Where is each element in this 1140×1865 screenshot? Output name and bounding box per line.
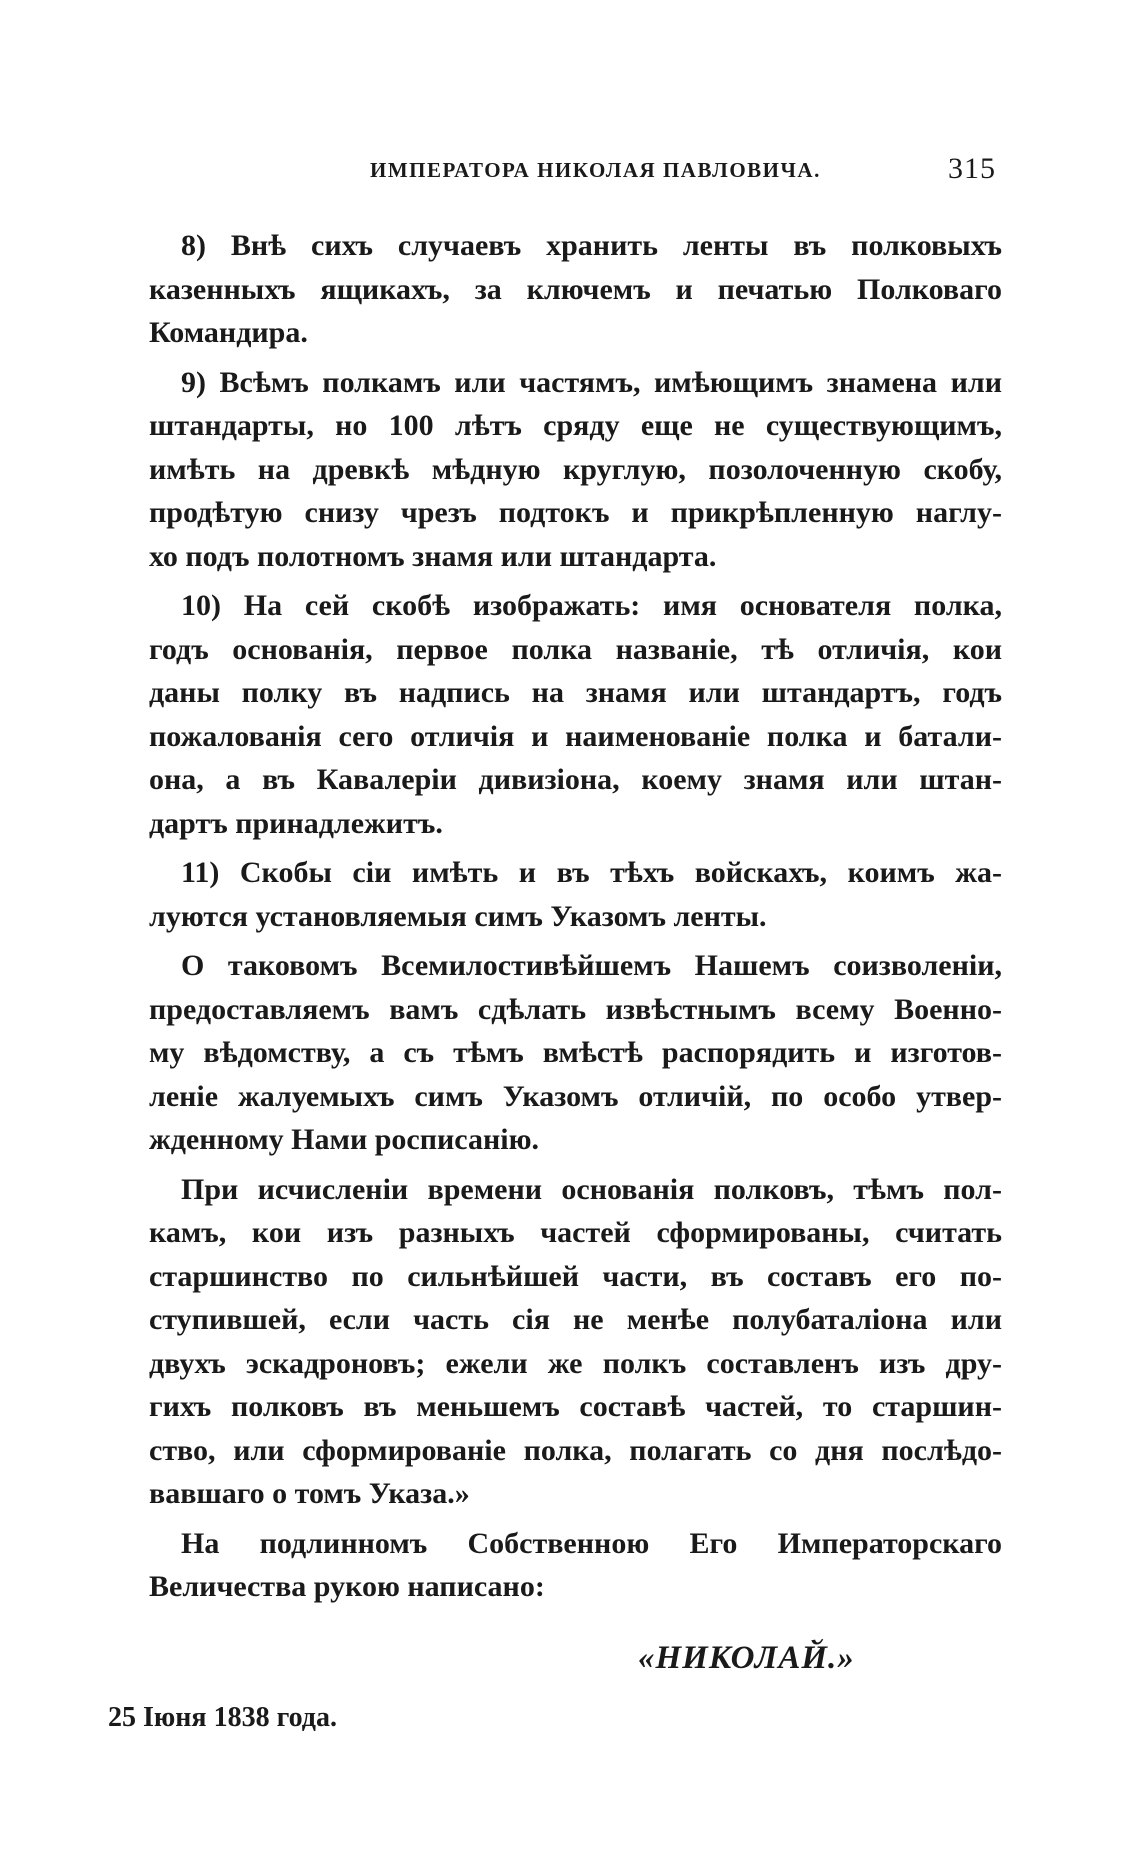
- text-line: 9) Всѣмъ полкамъ или частямъ, имѣющимъ знамена или: [181, 365, 1002, 399]
- body-text: [117, 224, 1002, 1615]
- text-line: ступившей, если часть сія не менѣе полубаталіона или: [149, 1303, 1002, 1336]
- text-line: старшинство по сильнѣйшей части, въ составъ его по-: [149, 1259, 1002, 1293]
- text-line: хо подъ полотномъ знамя или штандарта.: [149, 539, 717, 573]
- paragraph-consent: [117, 944, 1002, 1162]
- text-line: пожалованія сего отличія и наименованіе полка и батали-: [149, 719, 1002, 753]
- text-line: На подлинномъ Собственною Его Императорскаго: [181, 1526, 1002, 1560]
- paragraph-10: [117, 584, 1002, 845]
- page-number: 315: [948, 152, 996, 185]
- text-line: даны полку въ надпись на знамя или штандартъ, годъ: [149, 676, 1002, 709]
- imperial-signature: «НИКОЛАЙ.»: [638, 1640, 855, 1676]
- text-line: 8) Внѣ сихъ случаевъ хранить ленты въ полковыхъ: [181, 229, 1002, 262]
- text-line: предоставляемъ вамъ сдѣлать извѣстнымъ всему Военно-: [149, 992, 1002, 1026]
- text-line: 11) Скобы сіи имѣть и въ тѣхъ войскахъ, коимъ жа-: [181, 856, 1002, 889]
- text-line: О таковомъ Всемилостивѣйшемъ Нашемъ соизволеніи,: [181, 949, 1002, 982]
- text-line: она, а въ Кавалеріи дивизіона, коему знамя или штан-: [149, 763, 1002, 796]
- paragraph-9: [117, 361, 1002, 579]
- text-line: имѣть на древкѣ мѣдную круглую, позолоченную скобу,: [149, 452, 1002, 486]
- text-line: леніе жалуемыхъ симъ Указомъ отличій, по особо утвер-: [149, 1079, 1002, 1113]
- text-line: вавшаго о томъ Указа.»: [149, 1477, 470, 1510]
- paragraph-8: [117, 224, 1002, 355]
- text-line: годъ основанія, первое полка названіе, тѣ отличія, кои: [149, 632, 1002, 666]
- text-line: гихъ полковъ въ меньшемъ составѣ частей, то старшин-: [149, 1390, 1002, 1423]
- date-line: 25 Іюня 1838 года.: [108, 1702, 337, 1733]
- text-line: жденному Нами росписанію.: [149, 1123, 540, 1156]
- text-line: двухъ эскадроновъ; ежели же полкъ составленъ изъ дру-: [149, 1346, 1002, 1380]
- text-line: Величества рукою написано:: [149, 1570, 545, 1603]
- text-line: продѣтую снизу чрезъ подтокъ и прикрѣпленную наглу-: [149, 496, 1002, 529]
- paragraph-original-note: [117, 1522, 1002, 1609]
- text-line: казенныхъ ящикахъ, за ключемъ и печатью Полковаго: [149, 272, 1002, 306]
- paragraph-11: [117, 851, 1002, 938]
- text-line: ство, или сформированіе полка, полагать со дня послѣдо-: [149, 1433, 1002, 1467]
- text-line: Командира.: [149, 316, 308, 349]
- text-line: штандарты, но 100 лѣтъ сряду еще не существующимъ,: [149, 409, 1002, 442]
- text-line: 10) На сей скобѣ изображать: имя основателя полка,: [181, 589, 1002, 622]
- running-title: ИМПЕРАТОРА НИКОЛАЯ ПАВЛОВИЧА.: [370, 158, 821, 182]
- text-line: При исчисленіи времени основанія полковъ, тѣмъ пол-: [181, 1172, 1002, 1206]
- text-line: му вѣдомству, а съ тѣмъ вмѣстѣ распорядить и изготов-: [149, 1036, 1002, 1069]
- text-line: камъ, кои изъ разныхъ частей сформированы, считать: [149, 1216, 1002, 1249]
- text-line: луются установляемыя симъ Указомъ ленты.: [149, 899, 767, 933]
- paragraph-seniority: [117, 1168, 1002, 1516]
- text-line: дартъ принадлежитъ.: [149, 806, 443, 840]
